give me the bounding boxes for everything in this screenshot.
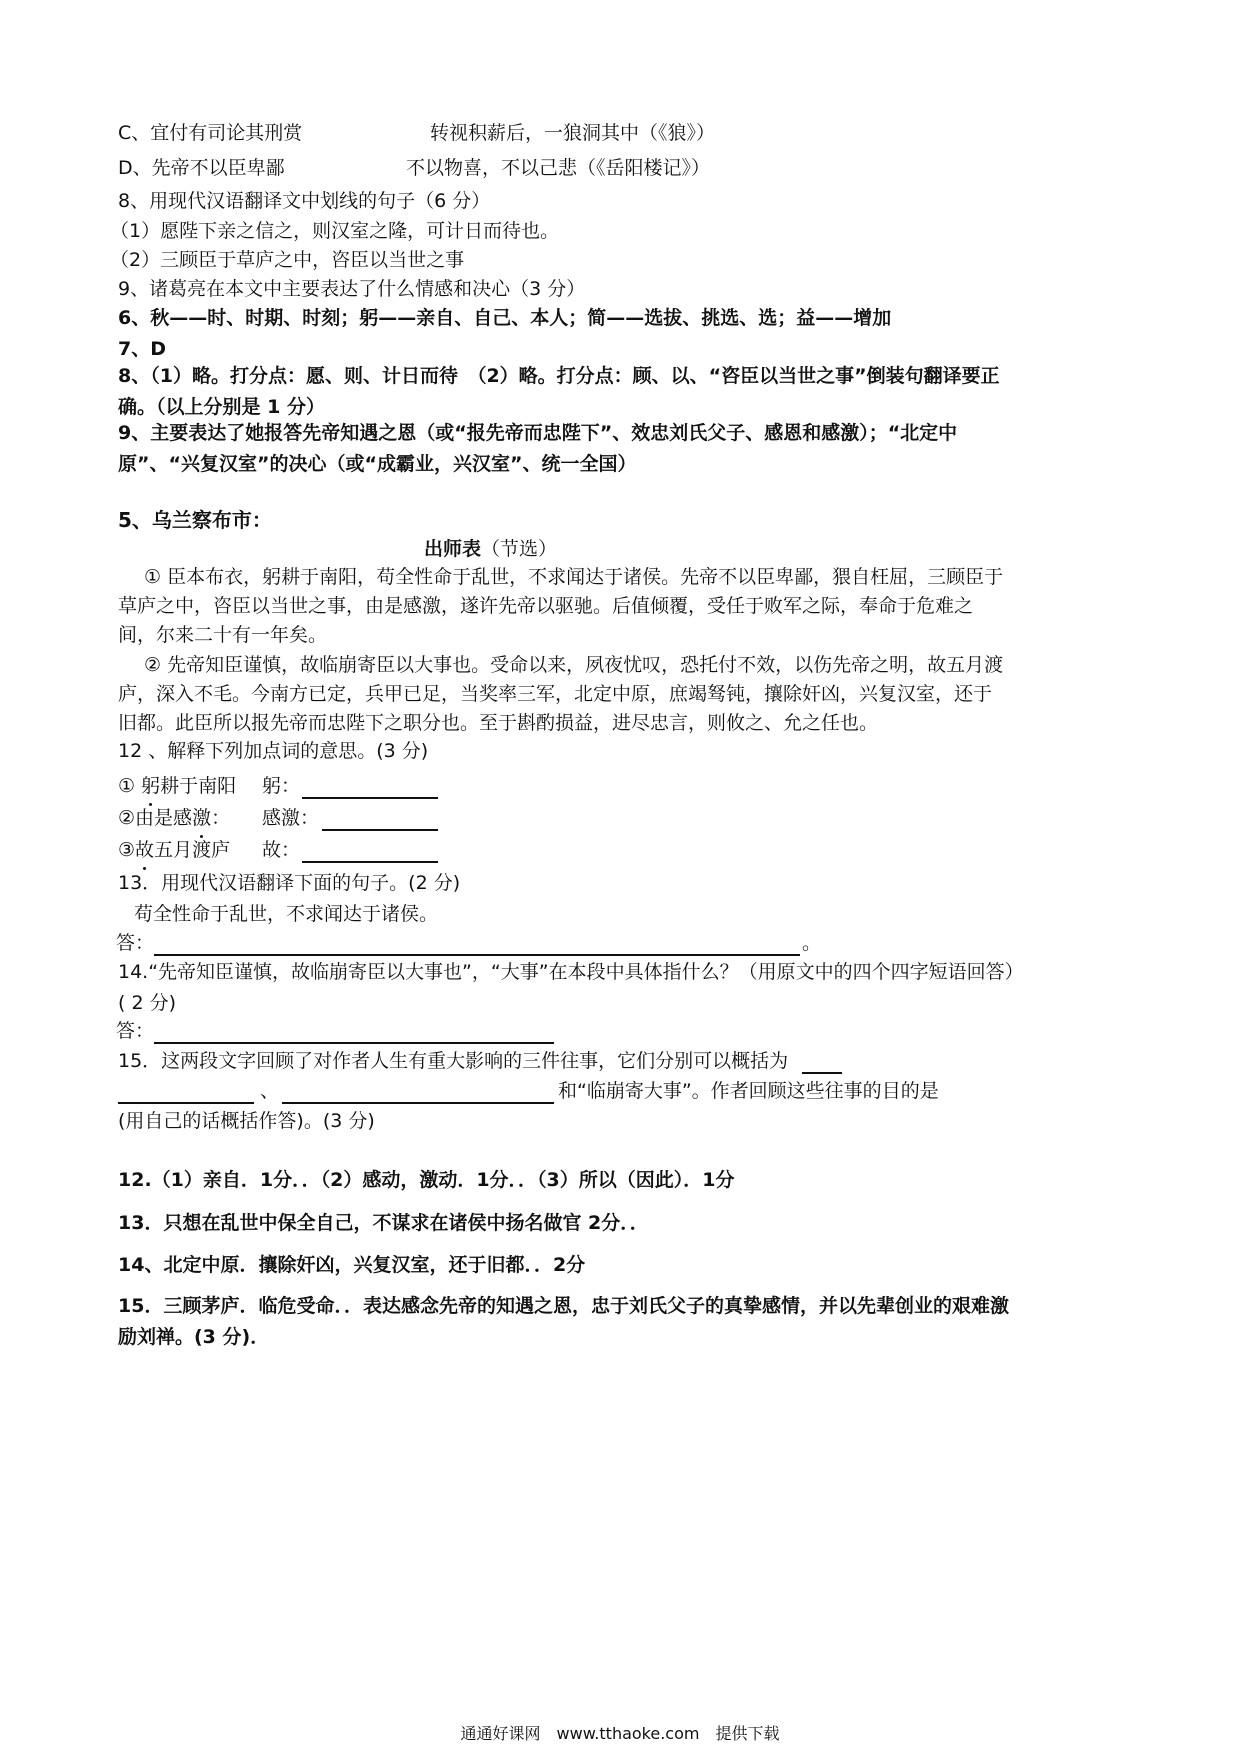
question-15-a: 15．这两段文字回顾了对作者人生有重大影响的三件往事，它们分别可以概括为: [118, 1050, 789, 1072]
question-8-1: （1）愿陛下亲之信之，则汉室之隆，可计日而待也。: [110, 220, 560, 242]
q14-answer-label: 答：: [116, 1020, 155, 1042]
q14-answer-blank[interactable]: [154, 1022, 554, 1044]
q15-blank-3[interactable]: [282, 1082, 554, 1104]
q12-item-3: [118, 835, 1128, 866]
q12-item-2-label: 感激：: [262, 807, 320, 829]
section-heading: 5、乌兰察布市：: [118, 508, 272, 532]
option-d: [118, 153, 1128, 184]
question-15-line-3: (用自己的话概括作答)。(3 分): [118, 1110, 375, 1132]
q12-item-1-dotted-char: 躬: [141, 771, 160, 802]
question-9: 9、诸葛亮在本文中主要表达了什么情感和决心（3 分）: [118, 278, 586, 300]
footer-site-name: 通通好课网: [460, 1724, 541, 1743]
passage-title: [424, 534, 724, 565]
q14-answer-line: [116, 1016, 1126, 1047]
answer-6: 6、秋——时、时期、时刻；躬——亲自、自己、本人；简——选拔、挑选、选；益——增加: [118, 307, 892, 329]
q12-item-1: [118, 771, 1128, 802]
option-d-left: D、先帝不以臣卑鄙: [118, 157, 285, 179]
question-12: 12 、解释下列加点词的意思。(3 分): [118, 740, 429, 762]
footer-suffix: 提供下载: [715, 1724, 780, 1743]
footer-url[interactable]: www.tthaoke.com: [556, 1724, 700, 1743]
q12-item-1-num: ①: [118, 775, 142, 797]
question-13-sentence: 苟全性命于乱世，不求闻达于诸侯。: [134, 903, 439, 925]
passage-title-text: 出师表: [424, 538, 482, 560]
q12-item-3-label: 故：: [262, 839, 301, 861]
q12-item-1-label: 躬：: [262, 775, 301, 797]
q12-item-2-blank[interactable]: [322, 809, 438, 831]
option-c-right: 转视积薪后，一狼洞其中（《狼》）: [430, 122, 716, 144]
question-13: 13．用现代汉语翻译下面的句子。(2 分): [118, 872, 461, 894]
option-d-right: 不以物喜，不以己悲（《岳阳楼记》）: [406, 157, 711, 179]
answer-15: 15．三顾茅庐．临危受命．．表达感念先帝的知遇之恩，忠于刘氏父子的真挚感情，并以先辈创业的艰难激励刘禅。(3 分)．: [118, 1295, 1009, 1348]
q12-item-2-dotted-char: 激: [192, 803, 211, 834]
q12-item-3-post: 五月渡庐: [154, 839, 231, 861]
q12-item-2-pre: 由是感: [135, 807, 193, 829]
q12-item-3-dotted-char: 故: [135, 835, 154, 866]
q13-answer-line: [116, 928, 1126, 959]
question-14: 14.“先帝知臣谨慎，故临崩寄臣以大事也”，“大事”在本段中具体指什么？（用原文中的四个四字短语回答）( 2 分): [118, 961, 1015, 1014]
question-8-2: （2）三顾臣于草庐之中，咨臣以当世之事: [110, 249, 465, 271]
answer-9: 9、主要表达了她报答先帝知遇之恩（或“报先帝而忠陛下”、效忠刘氏父子、感恩和感激）；“北定中原”、“兴复汉室”的决心（或“成霸业，兴汉室”、统一全国）: [118, 422, 958, 475]
q12-item-2-num: ②: [118, 807, 136, 829]
q12-item-2-post: ：: [211, 807, 231, 829]
q12-item-1-post: 耕于南阳: [160, 775, 237, 797]
answer-12: 12.（1）亲自．1分．．（2）感动，激动．1分．．（3）所以（因此）．1分: [118, 1169, 735, 1191]
answer-13: 13．只想在乱世中保全自己，不谋求在诸侯中扬名做官 2分．．: [118, 1212, 649, 1234]
answer-7: 7、D: [118, 338, 166, 360]
option-c-left: C、宜付有司论其刑赏: [118, 122, 303, 144]
q15-blank-1[interactable]: [802, 1052, 842, 1074]
question-8: 8、用现代汉语翻译文中划线的句子（6 分）: [118, 190, 491, 212]
q13-answer-blank[interactable]: [154, 934, 800, 956]
q15-blank-2[interactable]: [118, 1082, 254, 1104]
paragraph-2: ② 先帝知臣谨慎，故临崩寄臣以大事也。受命以来，夙夜忧叹，恐托付不效，以伤先帝之明，故五月渡庐，深入不毛。今南方已定，兵甲已足，当奖率三军，北定中原，庶竭驽钝，攘除奸凶，兴复汉室，还于旧都。此臣所以报先帝而忠陛下之职分也。至于斟酌损益，进尽忠言，则攸之、允之任也。: [118, 654, 1004, 734]
question-15-line-1: [118, 1046, 1128, 1077]
q13-answer-period: 。: [802, 932, 822, 954]
answer-8: 8、（1）略。打分点：愿、则、计日而待 （2）略。打分点：顾、以、“咨臣以当世之事”倒装句翻译要正确。（以上分别是 1 分）: [118, 365, 1000, 418]
passage-title-note: （节选）: [481, 538, 558, 560]
q12-item-3-num: ③: [118, 839, 136, 861]
q12-item-3-blank[interactable]: [302, 841, 438, 863]
q12-item-1-blank[interactable]: [302, 777, 438, 799]
q13-answer-label: 答：: [116, 932, 155, 954]
option-c: [118, 118, 1128, 149]
answer-14: 14、北定中原．攘除奸凶，兴复汉室，还于旧都．．2分: [118, 1254, 586, 1276]
paragraph-1: ① 臣本布衣，躬耕于南阳，苟全性命于乱世，不求闻达于诸侯。先帝不以臣卑鄙，猥自枉屈，三顾臣于草庐之中，咨臣以当世之事，由是感激，遂许先帝以驱驰。后值倾覆，受任于败军之际，奉命于危难之间，尔来二十有一年矣。: [118, 566, 1004, 646]
page-footer: [0, 1722, 1240, 1746]
question-15-sep: 、: [260, 1080, 280, 1102]
q12-item-2: [118, 803, 1128, 834]
question-15-b: 和“临崩寄大事”。作者回顾这些往事的目的是: [558, 1080, 939, 1102]
